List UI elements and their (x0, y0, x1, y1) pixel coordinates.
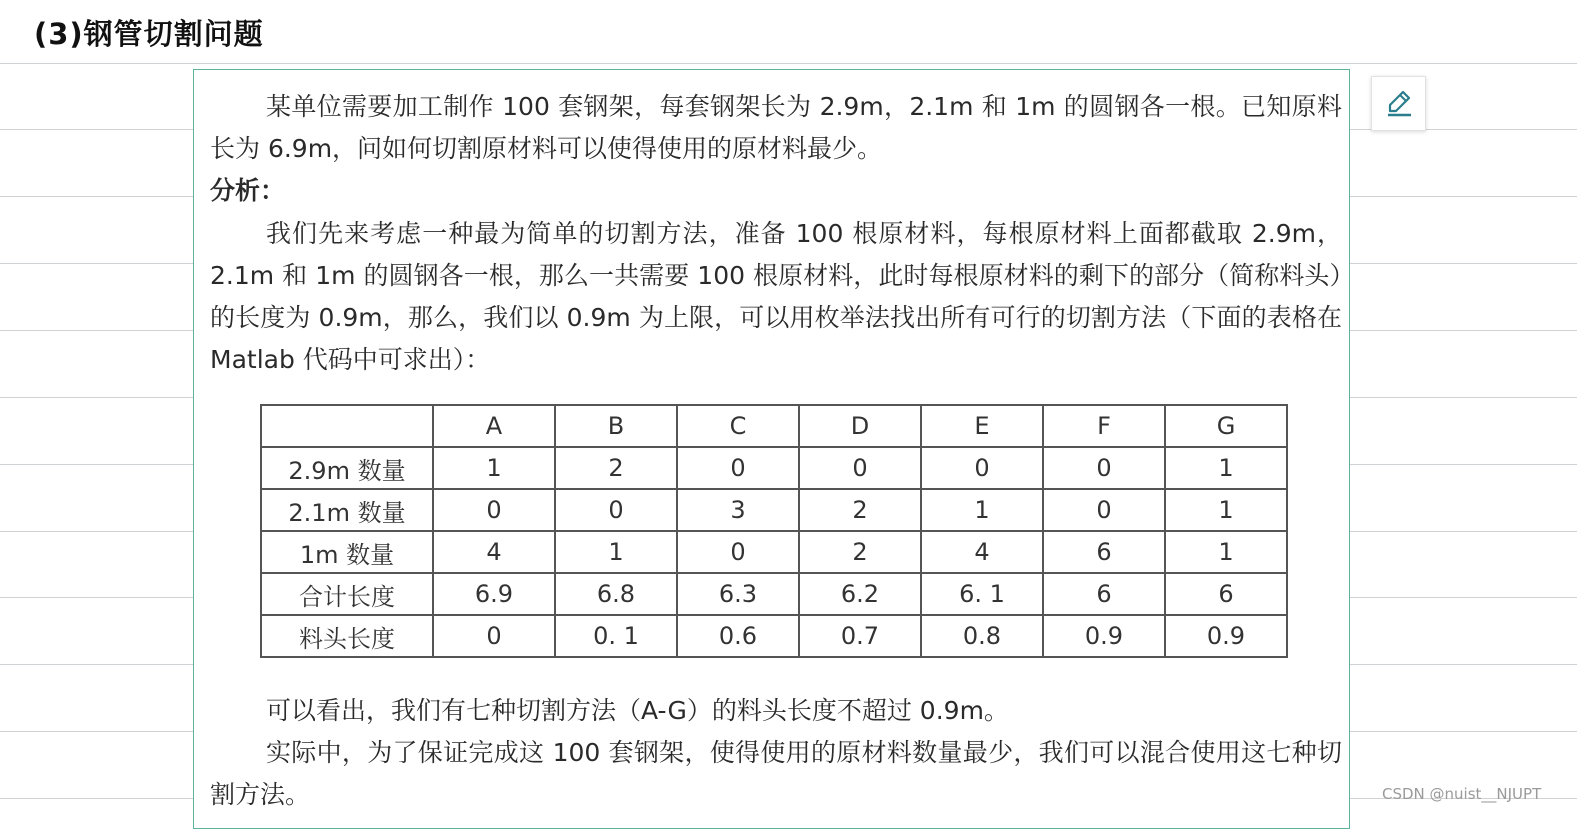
table-cell: 0.7 (799, 615, 921, 657)
table-cell: 1 (555, 531, 677, 573)
table-cell: 0 (555, 489, 677, 531)
table-header-cell: A (433, 405, 555, 447)
table-header-cell: C (677, 405, 799, 447)
table-cell: 0.9 (1043, 615, 1165, 657)
table-cell: 6.9 (433, 573, 555, 615)
table-cell: 6 (1043, 531, 1165, 573)
table-cell: 6.3 (677, 573, 799, 615)
table-cell: 0.6 (677, 615, 799, 657)
table-cell: 6 (1043, 573, 1165, 615)
table-cell: 1 (433, 447, 555, 489)
table-cell: 1 (1165, 489, 1287, 531)
table-cell: 0 (1043, 489, 1165, 531)
table-row (261, 447, 1287, 489)
table-cell: 0 (433, 489, 555, 531)
conclusion-paragraph: 可以看出，我们有七种切割方法（A-G）的料头长度不超过 0.9m。 (266, 696, 1009, 725)
table-header-cell: B (555, 405, 677, 447)
table-row-label: 2.1m 数量 (261, 489, 433, 531)
table-header-cell: F (1043, 405, 1165, 447)
watermark: CSDN @nuist__NJUPT (1382, 785, 1542, 803)
pencil-edit-icon (1383, 86, 1415, 122)
table-cell: 6.8 (555, 573, 677, 615)
table-row-label: 1m 数量 (261, 531, 433, 573)
table-cell: 0 (921, 447, 1043, 489)
table-cell: 0.8 (921, 615, 1043, 657)
table-row-label: 2.9m 数量 (261, 447, 433, 489)
table-header-row (261, 405, 1287, 447)
table-cell: 6.2 (799, 573, 921, 615)
table-row-label: 料头长度 (261, 615, 433, 657)
analysis-paragraph: 我们先来考虑一种最为简单的切割方法，准备 100 根原材料，每根原材料上面都截取 2.9m，2.1m 和 1m 的圆钢各一根，那么一共需要 100 根原材料，此时每根原材料的剩下的部分（简称料头）的长度为 0.9m，那么，我们以 0.9m 为上限，可以用枚举法找出所有可行的切割方法（下面的表格在 Matlab 代码中可求出）： (210, 219, 1342, 374)
table-cell: 0.9 (1165, 615, 1287, 657)
table-cell: 3 (677, 489, 799, 531)
ruled-line (0, 63, 1577, 64)
table-cell: 6 (1165, 573, 1287, 615)
cutting-methods-table (260, 404, 1288, 658)
table-cell: 4 (433, 531, 555, 573)
table-cell: 0 (433, 615, 555, 657)
mixing-paragraph: 实际中，为了保证完成这 100 套钢架，使得使用的原材料数量最少，我们可以混合使用这七种切割方法。 (210, 738, 1342, 809)
table-row (261, 531, 1287, 573)
table-cell: 1 (921, 489, 1043, 531)
table-cell: 0 (799, 447, 921, 489)
table-cell: 0 (1043, 447, 1165, 489)
table-row (261, 489, 1287, 531)
table-cell: 2 (799, 531, 921, 573)
table-row-label: 合计长度 (261, 573, 433, 615)
table-cell: 2 (799, 489, 921, 531)
edit-button[interactable] (1371, 76, 1426, 131)
table-cell: 0. 1 (555, 615, 677, 657)
table-cell: 4 (921, 531, 1043, 573)
analysis-label: 分析： (210, 176, 286, 205)
page-heading: (3)钢管切割问题 (34, 17, 264, 51)
table-row (261, 615, 1287, 657)
table-header-cell: E (921, 405, 1043, 447)
table-cell: 0 (677, 531, 799, 573)
table-header-cell (261, 405, 433, 447)
table-cell: 0 (677, 447, 799, 489)
table-header-cell: G (1165, 405, 1287, 447)
table-row (261, 573, 1287, 615)
table-cell: 2 (555, 447, 677, 489)
problem-paragraph: 某单位需要加工制作 100 套钢架，每套钢架长为 2.9m，2.1m 和 1m 的圆钢各一根。已知原料长为 6.9m，问如何切割原材料可以使得使用的原材料最少。 (210, 92, 1342, 163)
table-header-cell: D (799, 405, 921, 447)
table-cell: 1 (1165, 447, 1287, 489)
table-cell: 1 (1165, 531, 1287, 573)
embedded-document-image[interactable] (193, 69, 1350, 829)
table-cell: 6. 1 (921, 573, 1043, 615)
